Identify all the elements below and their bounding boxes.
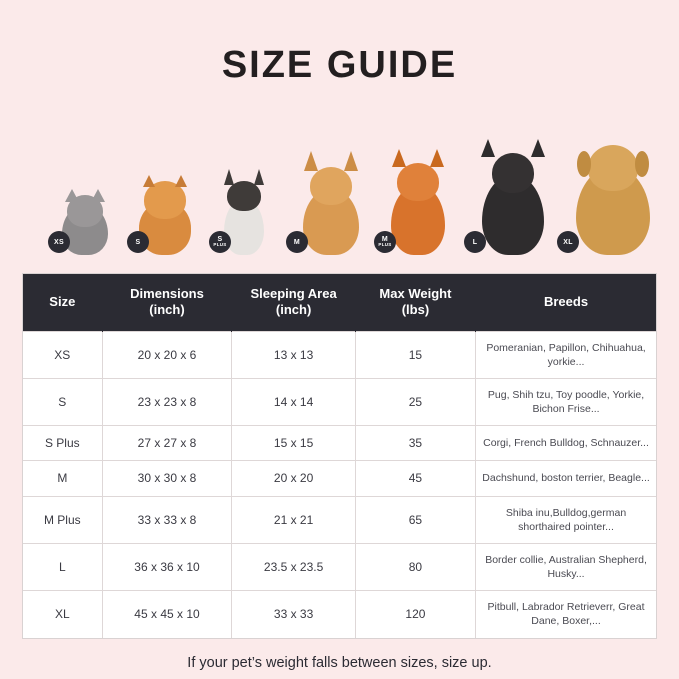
table-row — [23, 496, 656, 543]
cell-breeds: Pomeranian, Papillon, Chihuahua, yorkie... — [476, 331, 656, 378]
pet-badge-mplus — [374, 231, 396, 253]
cell-max-weight: 65 — [355, 496, 475, 543]
page-title: SIZE GUIDE — [221, 44, 458, 86]
corgi-ear-right — [344, 151, 358, 171]
cell-max-weight: 25 — [355, 378, 475, 425]
size-table-head — [23, 274, 656, 331]
pet-badge-mplus-sub: PLUS — [378, 242, 392, 248]
cell-size: M — [23, 461, 102, 496]
cell-sleeping-area: 14 x 14 — [232, 378, 355, 425]
cell-max-weight: 45 — [355, 461, 475, 496]
shiba-head — [397, 163, 439, 201]
cell-max-weight: 120 — [355, 591, 475, 638]
shiba-ear-left — [392, 149, 406, 167]
pet-m-corgi — [292, 145, 370, 255]
cell-breeds: Shiba inu,Bulldog,german shorthaired pointer... — [476, 496, 656, 543]
cell-breeds: Pitbull, Labrador Retrieverr, Great Dane, Boxer,... — [476, 591, 656, 638]
table-row — [23, 591, 656, 638]
cell-sleeping-area: 23.5 x 23.5 — [232, 543, 355, 590]
cell-sleeping-area: 33 x 33 — [232, 591, 355, 638]
col-header-max-weight: Max Weight (lbs) — [355, 274, 475, 331]
pet-s-pomeranian — [133, 169, 197, 255]
size-table — [23, 274, 656, 638]
pet-badge-m-label: M — [293, 238, 301, 246]
cell-dimensions: 27 x 27 x 8 — [102, 426, 232, 461]
col-header-sleeping-area: Sleeping Area (inch) — [232, 274, 355, 331]
size-table-body — [23, 331, 656, 638]
cell-max-weight: 80 — [355, 543, 475, 590]
cell-sleeping-area: 13 x 13 — [232, 331, 355, 378]
cell-size: S Plus — [23, 426, 102, 461]
cat-ear-left — [65, 189, 79, 202]
cell-dimensions: 36 x 36 x 10 — [102, 543, 232, 590]
pet-xs-cat — [54, 181, 116, 255]
table-row — [23, 461, 656, 496]
size-table-wrapper — [22, 273, 657, 639]
cell-size: M Plus — [23, 496, 102, 543]
cell-dimensions: 45 x 45 x 10 — [102, 591, 232, 638]
collie-ear-right — [531, 139, 545, 157]
col-header-dimensions: Dimensions (inch) — [102, 274, 232, 331]
cell-sleeping-area: 20 x 20 — [232, 461, 355, 496]
cell-dimensions: 30 x 30 x 8 — [102, 461, 232, 496]
cell-dimensions: 23 x 23 x 8 — [102, 378, 232, 425]
pet-badge-splus-sub: PLUS — [213, 242, 227, 248]
cell-size: XL — [23, 591, 102, 638]
cell-sleeping-area: 15 x 15 — [232, 426, 355, 461]
table-row — [23, 331, 656, 378]
table-header-row — [23, 274, 656, 331]
pet-illustration-row — [40, 115, 639, 255]
pet-badge-l-label: L — [472, 238, 478, 246]
cell-sleeping-area: 21 x 21 — [232, 496, 355, 543]
collie-ear-left — [481, 139, 495, 157]
pet-mplus-shibainu — [380, 139, 456, 255]
cell-breeds: Corgi, French Bulldog, Schnauzer... — [476, 426, 656, 461]
cell-size: S — [23, 378, 102, 425]
corgi-head — [310, 167, 352, 205]
cat-ear-right — [91, 189, 105, 202]
cell-size: XS — [23, 331, 102, 378]
pet-splus-frenchbulldog — [215, 163, 273, 255]
retriever-head — [588, 145, 638, 191]
frenchie-ear-right — [254, 169, 264, 185]
col-header-size: Size — [23, 274, 102, 331]
cell-max-weight: 35 — [355, 426, 475, 461]
retriever-ear-right — [635, 151, 649, 177]
frenchie-head — [227, 181, 261, 211]
cell-max-weight: 15 — [355, 331, 475, 378]
table-row — [23, 543, 656, 590]
pomeranian-ear-right — [175, 175, 187, 187]
pet-badge-splus-label: S — [217, 236, 223, 244]
pomeranian-ear-left — [143, 175, 155, 187]
pet-badge-s — [127, 231, 149, 253]
pet-l-bordercollie — [470, 131, 556, 255]
pet-badge-xl-label: XL — [563, 238, 573, 246]
corgi-ear-left — [304, 151, 318, 171]
footnote: If your pet’s weight falls between sizes, size up. — [187, 654, 492, 671]
pet-badge-mplus-label: M — [381, 236, 389, 244]
cell-breeds: Border collie, Australian Shepherd, Husky... — [476, 543, 656, 590]
cell-size: L — [23, 543, 102, 590]
collie-head — [492, 153, 534, 193]
cell-breeds: Pug, Shih tzu, Toy poodle, Yorkie, Bichon Frise... — [476, 378, 656, 425]
pet-badge-xs-label: XS — [54, 238, 64, 246]
pet-xl-goldenretriever — [563, 125, 663, 255]
cell-dimensions: 20 x 20 x 6 — [102, 331, 232, 378]
frenchie-ear-left — [224, 169, 234, 185]
pet-badge-splus — [209, 231, 231, 253]
pet-badge-xs — [48, 231, 70, 253]
cell-dimensions: 33 x 33 x 8 — [102, 496, 232, 543]
pet-badge-xl — [557, 231, 579, 253]
cell-breeds: Dachshund, boston terrier, Beagle... — [476, 461, 656, 496]
shiba-ear-right — [430, 149, 444, 167]
col-header-breeds: Breeds — [476, 274, 656, 331]
table-row — [23, 426, 656, 461]
pet-badge-l — [464, 231, 486, 253]
retriever-ear-left — [577, 151, 591, 177]
pet-badge-m — [286, 231, 308, 253]
pet-badge-s-label: S — [135, 238, 141, 246]
table-row — [23, 378, 656, 425]
